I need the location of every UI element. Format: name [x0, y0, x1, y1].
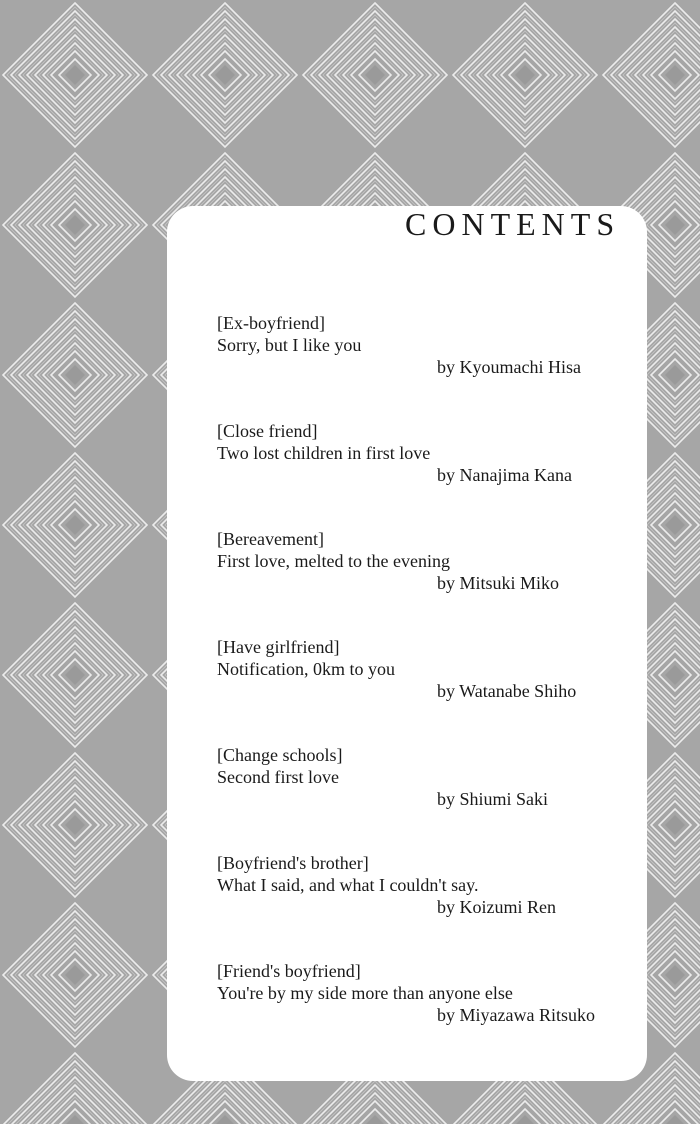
entry-title: Notification, 0km to you	[217, 659, 395, 679]
entry-author: by Shiumi Saki	[437, 789, 549, 809]
toc-entry-1	[217, 312, 617, 378]
toc-entry-4	[217, 636, 617, 702]
entry-category: [Friend's boyfriend]	[217, 961, 361, 981]
entry-category: [Have girlfriend]	[217, 637, 340, 657]
entry-title: Two lost children in first love	[217, 443, 431, 463]
entry-author: by Nanajima Kana	[437, 465, 572, 485]
entry-category: [Bereavement]	[217, 529, 324, 549]
entry-author: by Watanabe Shiho	[437, 681, 577, 701]
toc-entry-3	[217, 528, 617, 594]
entry-category: [Ex-boyfriend]	[217, 313, 325, 333]
entry-category: [Change schools]	[217, 745, 343, 765]
entry-category: [Close friend]	[217, 421, 318, 441]
toc-entry-6	[217, 852, 617, 918]
entry-author: by Kyoumachi Hisa	[437, 357, 581, 377]
entry-title: What I said, and what I couldn't say.	[217, 875, 479, 895]
toc-entry-5	[217, 744, 617, 810]
entry-title: First love, melted to the evening	[217, 551, 450, 571]
entry-author: by Miyazawa Ritsuko	[437, 1005, 595, 1025]
toc-entry-7	[217, 960, 617, 1026]
entry-author: by Mitsuki Miko	[437, 573, 560, 593]
entry-title: You're by my side more than anyone else	[217, 983, 513, 1003]
page-title: CONTENTS	[405, 206, 621, 242]
entry-author: by Koizumi Ren	[437, 897, 556, 917]
entry-title: Second first love	[217, 767, 339, 787]
entry-title: Sorry, but I like you	[217, 335, 362, 355]
entry-category: [Boyfriend's brother]	[217, 853, 369, 873]
toc-entry-2	[217, 420, 617, 486]
